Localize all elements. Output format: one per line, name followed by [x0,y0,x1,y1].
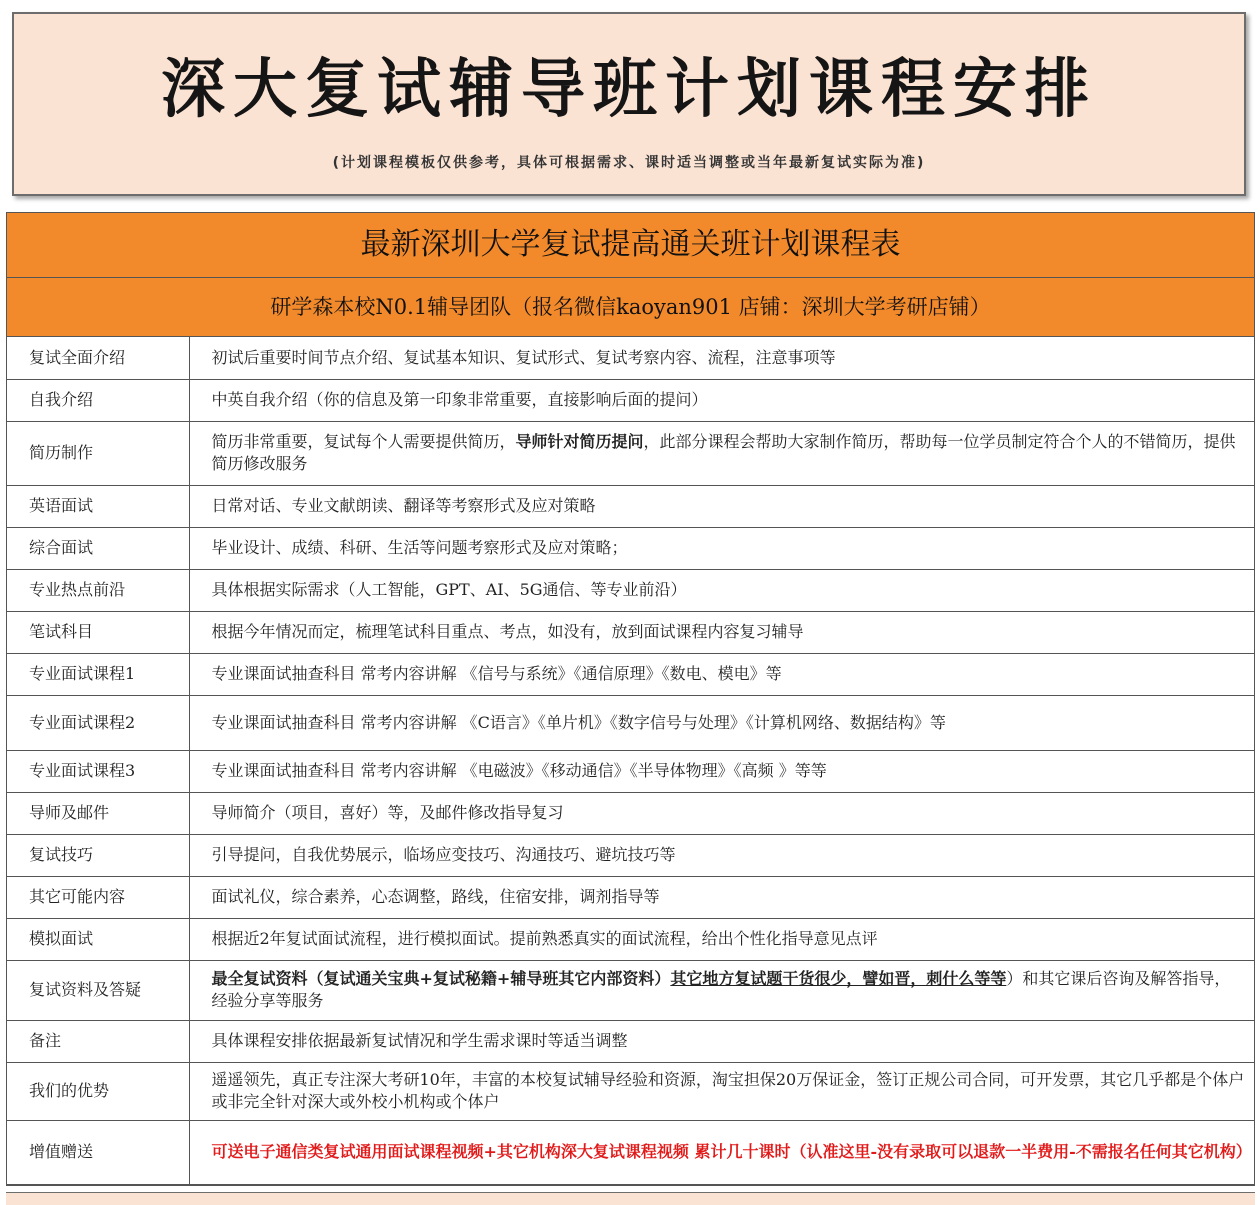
course-name: 专业面试课程2 [7,695,189,750]
desc-part: ，此部分课程会帮助大家制作简历，帮助每一位学员制定符合个人的不错简历，提供简历修改服务 [211,432,1236,473]
course-description: 日常对话、专业文献朗读、翻译等考察形式及应对策略 [189,485,1254,527]
course-name: 自我介绍 [7,379,189,421]
banner-title: 深大复试辅导班计划课程安排 [161,53,1097,127]
table-row [7,1120,1254,1184]
course-name: 复试技巧 [7,834,189,876]
course-description: 遥遥领先，真正专注深大考研10年，丰富的本校复试辅导经验和资源，淘宝担保20万保证金，签订正规公司合同，可开发票，其它几乎都是个体户或非完全针对深大或外校小机构或个体户 [189,1062,1254,1120]
table-row [7,379,1254,421]
desc-part: ）和其它课后咨询及解答指导，经验分享等服务 [211,969,1231,1010]
table-row [7,527,1254,569]
course-table [7,337,1254,1185]
course-description: 具体根据实际需求（人工智能，GPT、AI、5G通信、等专业前沿） [189,569,1254,611]
table-row [7,421,1254,485]
course-description: 专业课面试抽查科目 常考内容讲解 《电磁波》《移动通信》《半导体物理》《高频 》等等 [189,750,1254,792]
course-name: 专业面试课程3 [7,750,189,792]
course-name: 简历制作 [7,421,189,485]
table-row [7,960,1254,1020]
course-name: 备注 [7,1020,189,1062]
table-row [7,1062,1254,1120]
table-row [7,569,1254,611]
course-name: 导师及邮件 [7,792,189,834]
table-row [7,876,1254,918]
course-description: 毕业设计、成绩、科研、生活等问题考察形式及应对策略； [189,527,1254,569]
course-description [189,421,1254,485]
course-name: 我们的优势 [7,1062,189,1120]
table-row [7,918,1254,960]
table-row [7,485,1254,527]
course-name: 增值赠送 [7,1120,189,1184]
course-name: 复试全面介绍 [7,337,189,379]
course-description: 根据今年情况而定，梳理笔试科目重点、考点，如没有，放到面试课程内容复习辅导 [189,611,1254,653]
course-name: 复试资料及答疑 [7,960,189,1020]
course-description: 具体课程安排依据最新复试情况和学生需求课时等适当调整 [189,1020,1254,1062]
desc-underlined: 其它地方复试题干货很少，譬如晋，刺什么等等 [670,969,1007,988]
course-name: 专业热点前沿 [7,569,189,611]
course-description: 根据近2年复试面试流程，进行模拟面试。提前熟悉真实的面试流程，给出个性化指导意见点评 [189,918,1254,960]
course-name: 模拟面试 [7,918,189,960]
table-subtitle: 研学森本校N0.1辅导团队（报名微信kaoyan901 店铺：深圳大学考研店铺） [7,278,1254,337]
course-description [189,960,1254,1020]
desc-emphasis: 导师针对简历提问 [515,432,644,451]
course-schedule-table [6,212,1255,1186]
bottom-banner-edge [6,1192,1255,1205]
course-name: 综合面试 [7,527,189,569]
desc-emphasis: 最全复试资料（复试通关宝典+复试秘籍+辅导班其它内部资料） [211,969,671,988]
course-description: 可送电子通信类复试通用面试课程视频+其它机构深大复试课程视频 累计几十课时（认准这里-没有录取可以退款一半费用-不需报名任何其它机构） [189,1120,1254,1184]
table-row [7,653,1254,695]
course-name: 专业面试课程1 [7,653,189,695]
course-name: 笔试科目 [7,611,189,653]
table-row [7,695,1254,750]
course-description: 引导提问，自我优势展示，临场应变技巧、沟通技巧、避坑技巧等 [189,834,1254,876]
course-description: 专业课面试抽查科目 常考内容讲解 《信号与系统》《通信原理》《数电、模电》等 [189,653,1254,695]
course-description: 导师简介（项目，喜好）等，及邮件修改指导复习 [189,792,1254,834]
course-description: 专业课面试抽查科目 常考内容讲解 《C语言》《单片机》《数字信号与处理》《计算机网络、数据结构》等 [189,695,1254,750]
course-description: 面试礼仪，综合素养，心态调整，路线，住宿安排，调剂指导等 [189,876,1254,918]
course-description: 初试后重要时间节点介绍、复试基本知识、复试形式、复试考察内容、流程，注意事项等 [189,337,1254,379]
table-row [7,611,1254,653]
table-row [7,750,1254,792]
table-row [7,792,1254,834]
table-title: 最新深圳大学复试提高通关班计划课程表 [7,213,1254,278]
header-banner [12,12,1246,196]
table-row [7,834,1254,876]
desc-part: 简历非常重要，复试每个人需要提供简历， [211,432,516,451]
course-name: 英语面试 [7,485,189,527]
table-row [7,337,1254,379]
course-description: 中英自我介绍（你的信息及第一印象非常重要，直接影响后面的提问） [189,379,1254,421]
banner-subtitle: (计划课程模板仅供参考，具体可根据需求、课时适当调整或当年最新复试实际为准) [332,155,926,171]
table-row [7,1020,1254,1062]
course-name: 其它可能内容 [7,876,189,918]
